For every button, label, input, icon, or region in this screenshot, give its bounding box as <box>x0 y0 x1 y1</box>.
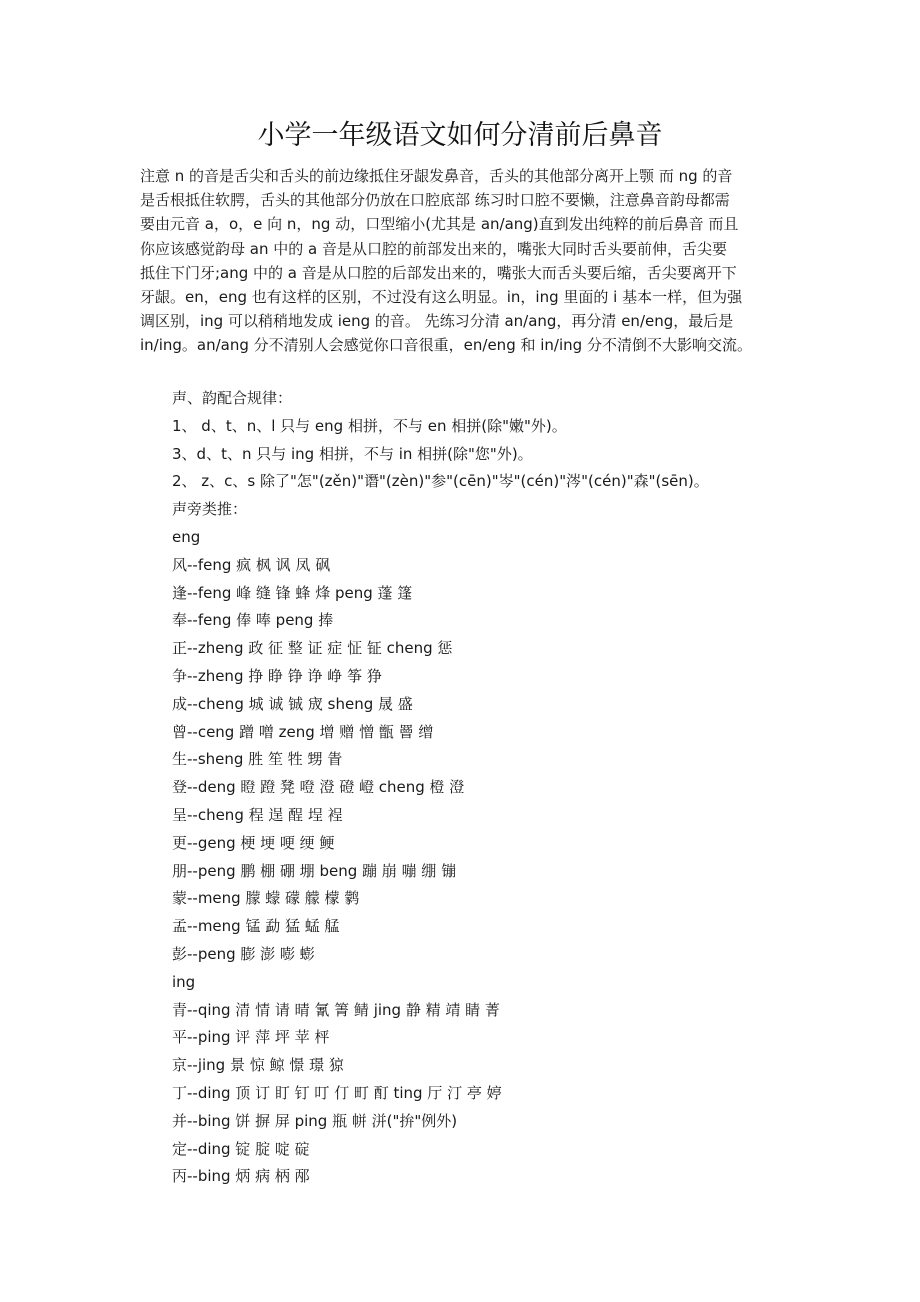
word-family-row: 更--geng 梗 埂 哽 绠 鲠 <box>172 833 335 852</box>
intro-line: 要由元音 a，o，e 向 n，ng 动，口型缩小(尤其是 an/ang)直到发出纯粹的前后鼻音 而且 <box>140 215 739 234</box>
intro-line: 注意 n 的音是舌尖和舌头的前边缘抵住牙龈发鼻音，舌头的其他部分离开上颚 而 ng 的音 <box>140 167 733 185</box>
word-family-row: 争--zheng 挣 睁 铮 诤 峥 筝 狰 <box>172 666 382 685</box>
word-family-row: 风--feng 疯 枫 讽 凤 砜 <box>172 555 331 574</box>
word-family-row: 奉--feng 俸 唪 peng 捧 <box>172 611 334 630</box>
word-family-row: 定--ding 锭 腚 啶 碇 <box>172 1139 310 1158</box>
intro-paragraph <box>140 164 780 358</box>
word-family-row: 成--cheng 城 诚 铖 宬 sheng 晟 盛 <box>172 694 413 713</box>
word-family-row: 生--sheng 胜 笙 牲 甥 眚 <box>172 750 343 769</box>
section-heading-ing: ing <box>172 972 196 991</box>
word-family-row: 孟--meng 锰 勐 猛 蜢 艋 <box>172 917 340 936</box>
rule-item: 2、 z、c、s 除了"怎"(zěn)"谮"(zèn)"参"(cēn)"岑"(cén)"涔"(cén)"森"(sēn)。 <box>172 472 709 491</box>
word-family-row: 丁--ding 顶 订 盯 钉 叮 仃 町 酊 ting 厅 汀 亭 婷 <box>172 1083 502 1102</box>
word-family-row: 呈--cheng 程 逞 酲 埕 裎 <box>172 805 343 824</box>
word-family-row: 逢--feng 峰 缝 锋 蜂 烽 peng 蓬 篷 <box>172 583 413 602</box>
word-family-row: 青--qing 清 情 请 晴 氰 箐 鲭 jing 静 精 靖 睛 菁 <box>172 1000 500 1019</box>
word-family-row: 正--zheng 政 征 整 证 症 怔 钲 cheng 惩 <box>172 639 453 658</box>
intro-line: 牙龈。en，eng 也有这样的区别，不过没有这么明显。in，ing 里面的 i 基本一样，但为强 <box>140 288 743 307</box>
intro-line: 你应该感觉韵母 an 中的 a 音是从口腔的前部发出来的，嘴张大同时舌头要前伸，舌尖要 <box>140 239 727 258</box>
intro-line: 调区别，ing 可以稍稍地发成 ieng 的音。 先练习分清 an/ang，再分清 en/eng，最后是 <box>140 312 734 331</box>
rule-item: 3、d、t、n 只与 ing 相拼，不与 in 相拼(除"您"外)。 <box>172 444 533 463</box>
word-family-row: 平--ping 评 萍 坪 苹 枰 <box>172 1028 330 1047</box>
word-family-row: 登--deng 瞪 蹬 凳 噔 澄 磴 嶝 cheng 橙 澄 <box>172 778 465 797</box>
rules-heading: 声、韵配合规律： <box>172 389 293 407</box>
rule-item: 1、 d、t、n、l 只与 eng 相拼，不与 en 相拼(除"嫩"外)。 <box>172 416 567 435</box>
word-family-row: 京--jing 景 惊 鲸 憬 璟 猄 <box>172 1056 344 1075</box>
word-family-row: 朋--peng 鹏 棚 硼 堋 beng 蹦 崩 嘣 绷 镚 <box>172 861 457 880</box>
rules-and-word-list <box>172 385 772 1191</box>
document-title: 小学一年级语文如何分清前后鼻音 <box>257 120 663 151</box>
section-heading-eng: eng <box>172 527 201 546</box>
word-family-row: 丙--bing 炳 病 柄 邴 <box>172 1167 310 1186</box>
analogy-heading: 声旁类推： <box>172 500 248 519</box>
word-family-row: 蒙--meng 朦 蠓 礞 艨 檬 鹲 <box>172 889 360 908</box>
word-family-row: 彭--peng 膨 澎 嘭 蟛 <box>172 944 315 963</box>
word-family-row: 并--bing 饼 摒 屏 ping 瓶 帡 洴("拚"例外) <box>172 1111 458 1130</box>
word-family-row: 曾--ceng 蹭 噌 zeng 增 赠 憎 甑 罾 缯 <box>172 722 434 741</box>
intro-line: 是舌根抵住软腭，舌头的其他部分仍放在口腔底部 练习时口腔不要懒，注意鼻音韵母都需 <box>140 191 730 210</box>
intro-line: in/ing。an/ang 分不清别人会感觉你口音很重，en/eng 和 in/ing 分不清倒不大影响交流。 <box>140 336 752 355</box>
intro-line: 抵住下门牙;ang 中的 a 音是从口腔的后部发出来的，嘴张大而舌头要后缩，舌尖要离开下 <box>140 263 737 282</box>
